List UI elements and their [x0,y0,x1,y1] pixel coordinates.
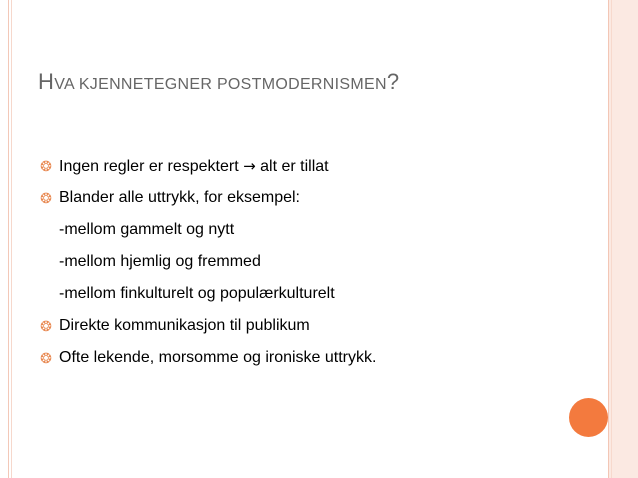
right-border-band [608,0,638,478]
decorative-orange-circle [569,398,608,437]
bullet-icon: ❂ [40,318,52,334]
bullet-icon: ❂ [40,190,52,206]
bullet-icon: ❂ [40,350,52,366]
bullet-item-text-pre: Ingen regler er respektert [59,158,244,175]
bullet-item-text-post: alt er tillat [255,158,329,175]
bullet-item-text: Ofte lekende, morsomme og ironiske uttrykk. [59,349,377,366]
bullet-item-text [59,150,329,183]
sub-item-1: -mellom gammelt og nytt [59,221,235,238]
slide-title [38,62,578,102]
bullet-item-1 [38,150,598,182]
title-rest: VA KJENNETEGNER POSTMODERNISMEN [54,76,387,93]
right-border-line-outer [608,0,609,478]
slide-content [38,150,598,374]
left-border-line [11,0,12,478]
sub-item-2: -mellom hjemlig og fremmed [59,253,261,270]
title-initial: H [38,69,55,94]
sub-item-3: -mellom finkulturelt og populærkulturelt [59,285,335,302]
bullet-item-2 [38,182,598,214]
title-question-mark: ? [386,69,400,94]
bullet-icon: ❂ [40,158,52,174]
bullet-item-4 [38,342,598,374]
right-border-line-inner [611,0,612,478]
right-arrow-icon: → [243,157,256,175]
bullet-item-3 [38,310,598,342]
bullet-item-text: Direkte kommunikasjon til publikum [59,317,310,334]
left-border-decoration [0,0,9,478]
bullet-item-text: Blander alle uttrykk, for eksempel: [59,189,300,206]
